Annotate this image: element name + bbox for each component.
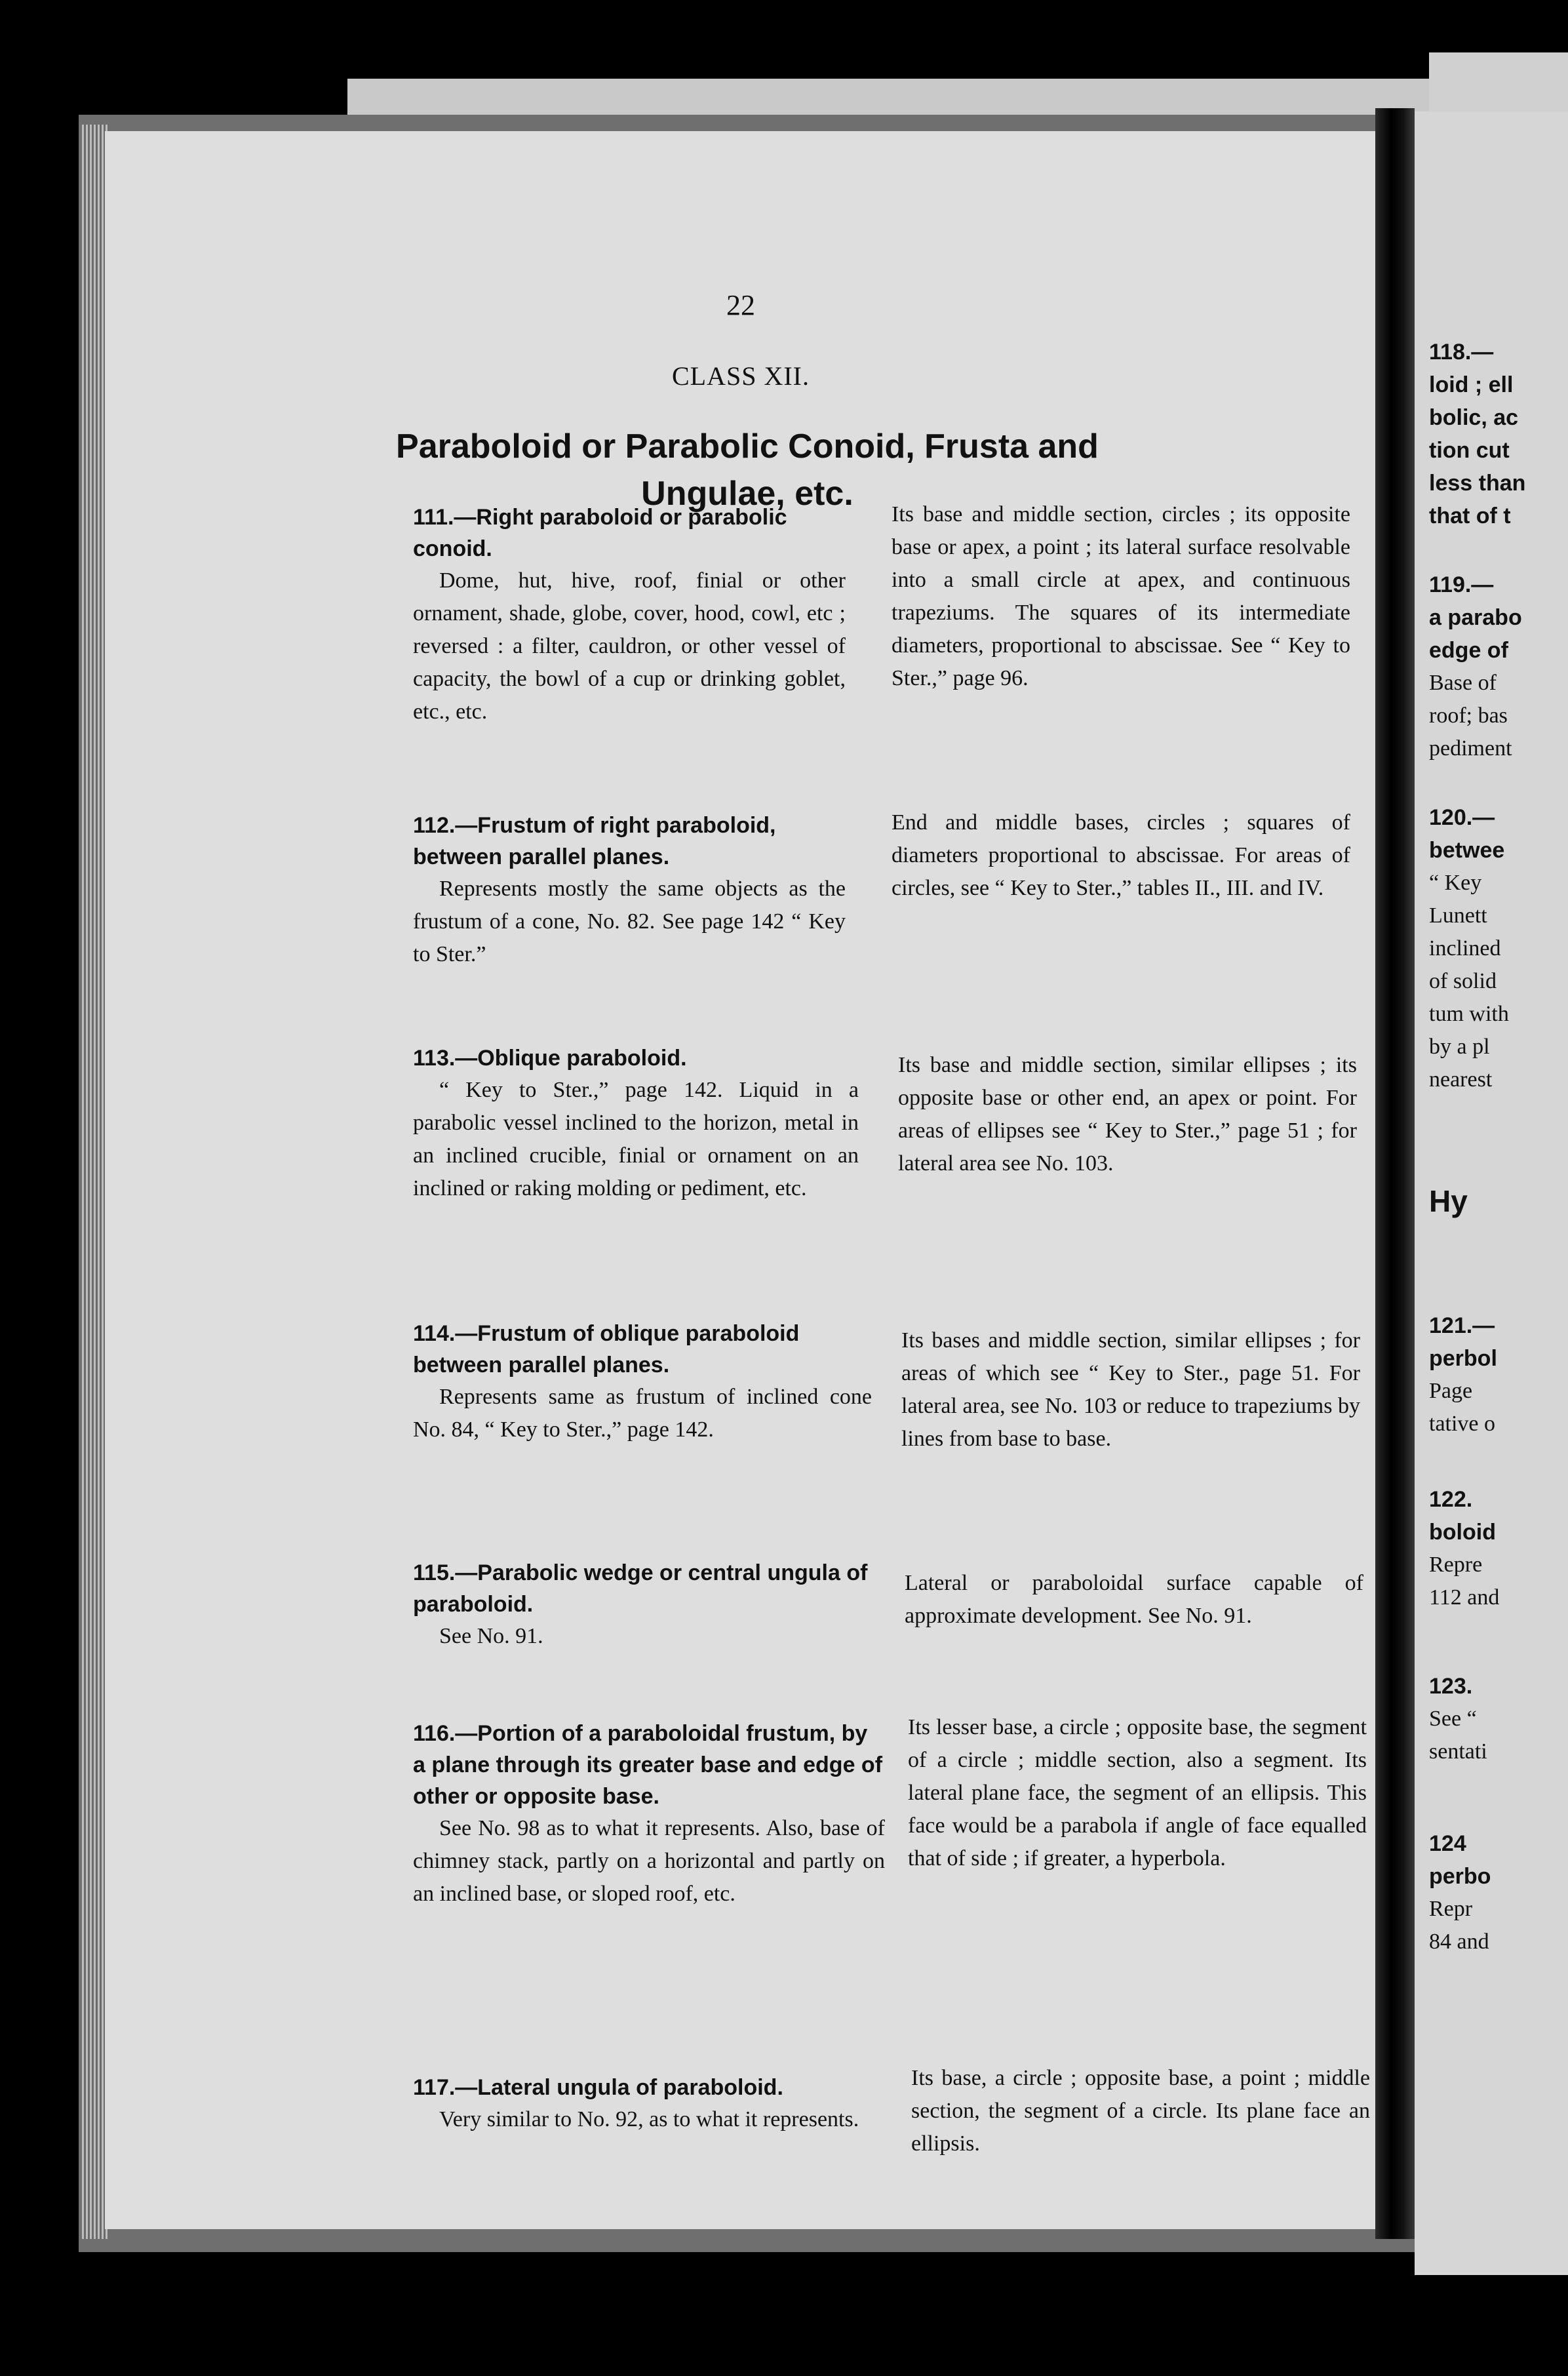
- right-page-line: betwee: [1429, 838, 1505, 863]
- entry-111-description: Its base and middle section, circles ; its opposite base or apex, a point ; its lateral surface resolvable into a small circle at apex, and continuous trapeziums. The squares of its intermediate diameters, proportional to abscissae. See “ Key to Ster.,” page 96.: [892, 502, 1350, 690]
- right-page-line: roof; bas: [1429, 703, 1508, 728]
- right-page-line: Repr: [1429, 1897, 1473, 1921]
- right-page-line: 84 and: [1429, 1930, 1489, 1954]
- right-page-line: sentati: [1429, 1739, 1487, 1764]
- right-page-line: that of t: [1429, 504, 1511, 528]
- entry-title: 117.—Lateral ungula of paraboloid.: [413, 2075, 783, 2100]
- entry-title: 114.—Frustum of oblique paraboloid between parallel planes.: [413, 1321, 800, 1377]
- right-page-line: nearest: [1429, 1067, 1493, 1092]
- right-page-line: See “: [1429, 1707, 1477, 1731]
- left-page: [105, 131, 1377, 2229]
- entry-body: See No. 91.: [439, 1624, 543, 1648]
- right-page-line: 112 and: [1429, 1585, 1500, 1610]
- entry-112-description: End and middle bases, circles ; squares of diameters proportional to abscissae. For areas of circles, see “ Key to Ster.,” tables II., III. and IV.: [892, 810, 1350, 900]
- right-page-line: inclined: [1429, 936, 1501, 960]
- right-page-line: loid ; ell: [1429, 372, 1514, 397]
- entry-114-description: Its bases and middle section, similar ellipses ; for areas of which see “ Key to Ster., page 51. For lateral area, see No. 103 or reduce to trapeziums by lines from base to base.: [901, 1328, 1360, 1451]
- right-page-line: perbol: [1429, 1346, 1497, 1371]
- right-page-line: Base of: [1429, 671, 1497, 695]
- right-page-line: edge of: [1429, 638, 1508, 663]
- background-bottom: [0, 2255, 1568, 2376]
- entry-title: 116.—Portion of a paraboloidal frustum, by a plane through its greater base and edge of other or opposite base.: [413, 1721, 883, 1809]
- entry-title: 113.—Oblique paraboloid.: [413, 1046, 687, 1071]
- entry-116: [413, 1718, 885, 1911]
- page-edges: [82, 125, 108, 2239]
- right-page-line: pediment: [1429, 736, 1512, 761]
- page-title-line-2: Ungulae, etc.: [641, 475, 853, 513]
- right-page-line: bolic, ac: [1429, 405, 1519, 430]
- page-title-line-1: Paraboloid or Parabolic Conoid, Frusta and: [396, 427, 1099, 465]
- right-page-line: of solid: [1429, 969, 1497, 993]
- right-page-line: less than: [1429, 471, 1526, 496]
- right-page-line: Page: [1429, 1379, 1473, 1403]
- right-page-line: “ Key: [1429, 871, 1482, 895]
- paper-strip-top: [347, 79, 1436, 118]
- entry-113: [413, 1042, 859, 1205]
- right-page-section-heading: Hy: [1429, 1184, 1468, 1218]
- right-page-line: by a pl: [1429, 1035, 1490, 1059]
- entry-111: [413, 502, 846, 728]
- right-page-line: a parabo: [1429, 605, 1522, 630]
- entry-body: “ Key to Ster.,” page 142. Liquid in a parabolic vessel inclined to the horizon, metal in an inclined crucible, finial or ornament on an inclined or raking molding or pediment, etc.: [413, 1078, 859, 1200]
- entry-body: Represents same as frustum of inclined cone No. 84, “ Key to Ster.,” page 142.: [413, 1385, 872, 1442]
- entry-117: [413, 2072, 878, 2136]
- entry-body: Dome, hut, hive, roof, finial or other ornament, shade, globe, cover, hood, cowl, etc ; reversed : a filter, cauldron, or other vessel of capacity, the bowl of a cup or drinking goblet, etc., etc.: [413, 568, 846, 724]
- entry-body: Represents mostly the same objects as the frustum of a cone, No. 82. See page 142 “ Key to Ster.”: [413, 877, 846, 966]
- entry-112: [413, 810, 846, 971]
- right-page-line: tative o: [1429, 1412, 1496, 1436]
- entry-body: Very similar to No. 92, as to what it represents.: [439, 2107, 859, 2131]
- entry-113-description: Its base and middle section, similar ellipses ; its opposite base or other end, an apex or point. For areas of ellipses see “ Key to Ster.,” page 51 ; for lateral area see No. 103.: [898, 1053, 1357, 1176]
- right-page-line: 118.—: [1429, 340, 1494, 365]
- right-page-line: 121.—: [1429, 1313, 1495, 1338]
- book-gutter: [1375, 108, 1415, 2239]
- entry-114: [413, 1318, 872, 1446]
- right-page-line: 122.: [1429, 1487, 1473, 1512]
- entry-title: 111.—Right paraboloid or parabolic conoid.: [413, 505, 787, 561]
- right-page-line: Lunett: [1429, 903, 1487, 928]
- entry-115: [413, 1557, 872, 1653]
- right-page-line: perbo: [1429, 1864, 1491, 1889]
- right-page-line: 124: [1429, 1831, 1466, 1856]
- right-page-line: Repre: [1429, 1553, 1483, 1577]
- class-heading: CLASS XII.: [671, 361, 810, 391]
- right-page-line: tion cut: [1429, 438, 1510, 463]
- right-page-line: tum with: [1429, 1002, 1509, 1026]
- right-page-line: 119.—: [1429, 572, 1494, 597]
- entry-115-description: Lateral or paraboloidal surface capable of approximate development. See No. 91.: [905, 1571, 1363, 1628]
- right-page-line: boloid: [1429, 1520, 1496, 1545]
- entry-116-description: Its lesser base, a circle ; opposite base, the segment of a circle ; middle section, also a segment. Its lateral plane face, the segment of an ellipsis. This face would be a parabola if angle of face equalled that of side ; if greater, a hyperbola.: [908, 1715, 1367, 1871]
- entry-body: See No. 98 as to what it represents. Also, base of chimney stack, partly on a horizontal and partly on an inclined base, or sloped roof, etc.: [413, 1816, 885, 1906]
- right-page-line: 120.—: [1429, 805, 1495, 830]
- entry-title: 115.—Parabolic wedge or central ungula of paraboloid.: [413, 1560, 868, 1617]
- paper-strip-right: [1429, 52, 1568, 111]
- entry-title: 112.—Frustum of right paraboloid, between parallel planes.: [413, 813, 776, 869]
- entry-117-description: Its base, a circle ; opposite base, a point ; middle section, the segment of a circle. Its plane face an ellipsis.: [911, 2066, 1370, 2156]
- right-page-line: 123.: [1429, 1674, 1473, 1699]
- page-number: 22: [726, 289, 755, 321]
- right-page-fragment: [1415, 111, 1568, 2275]
